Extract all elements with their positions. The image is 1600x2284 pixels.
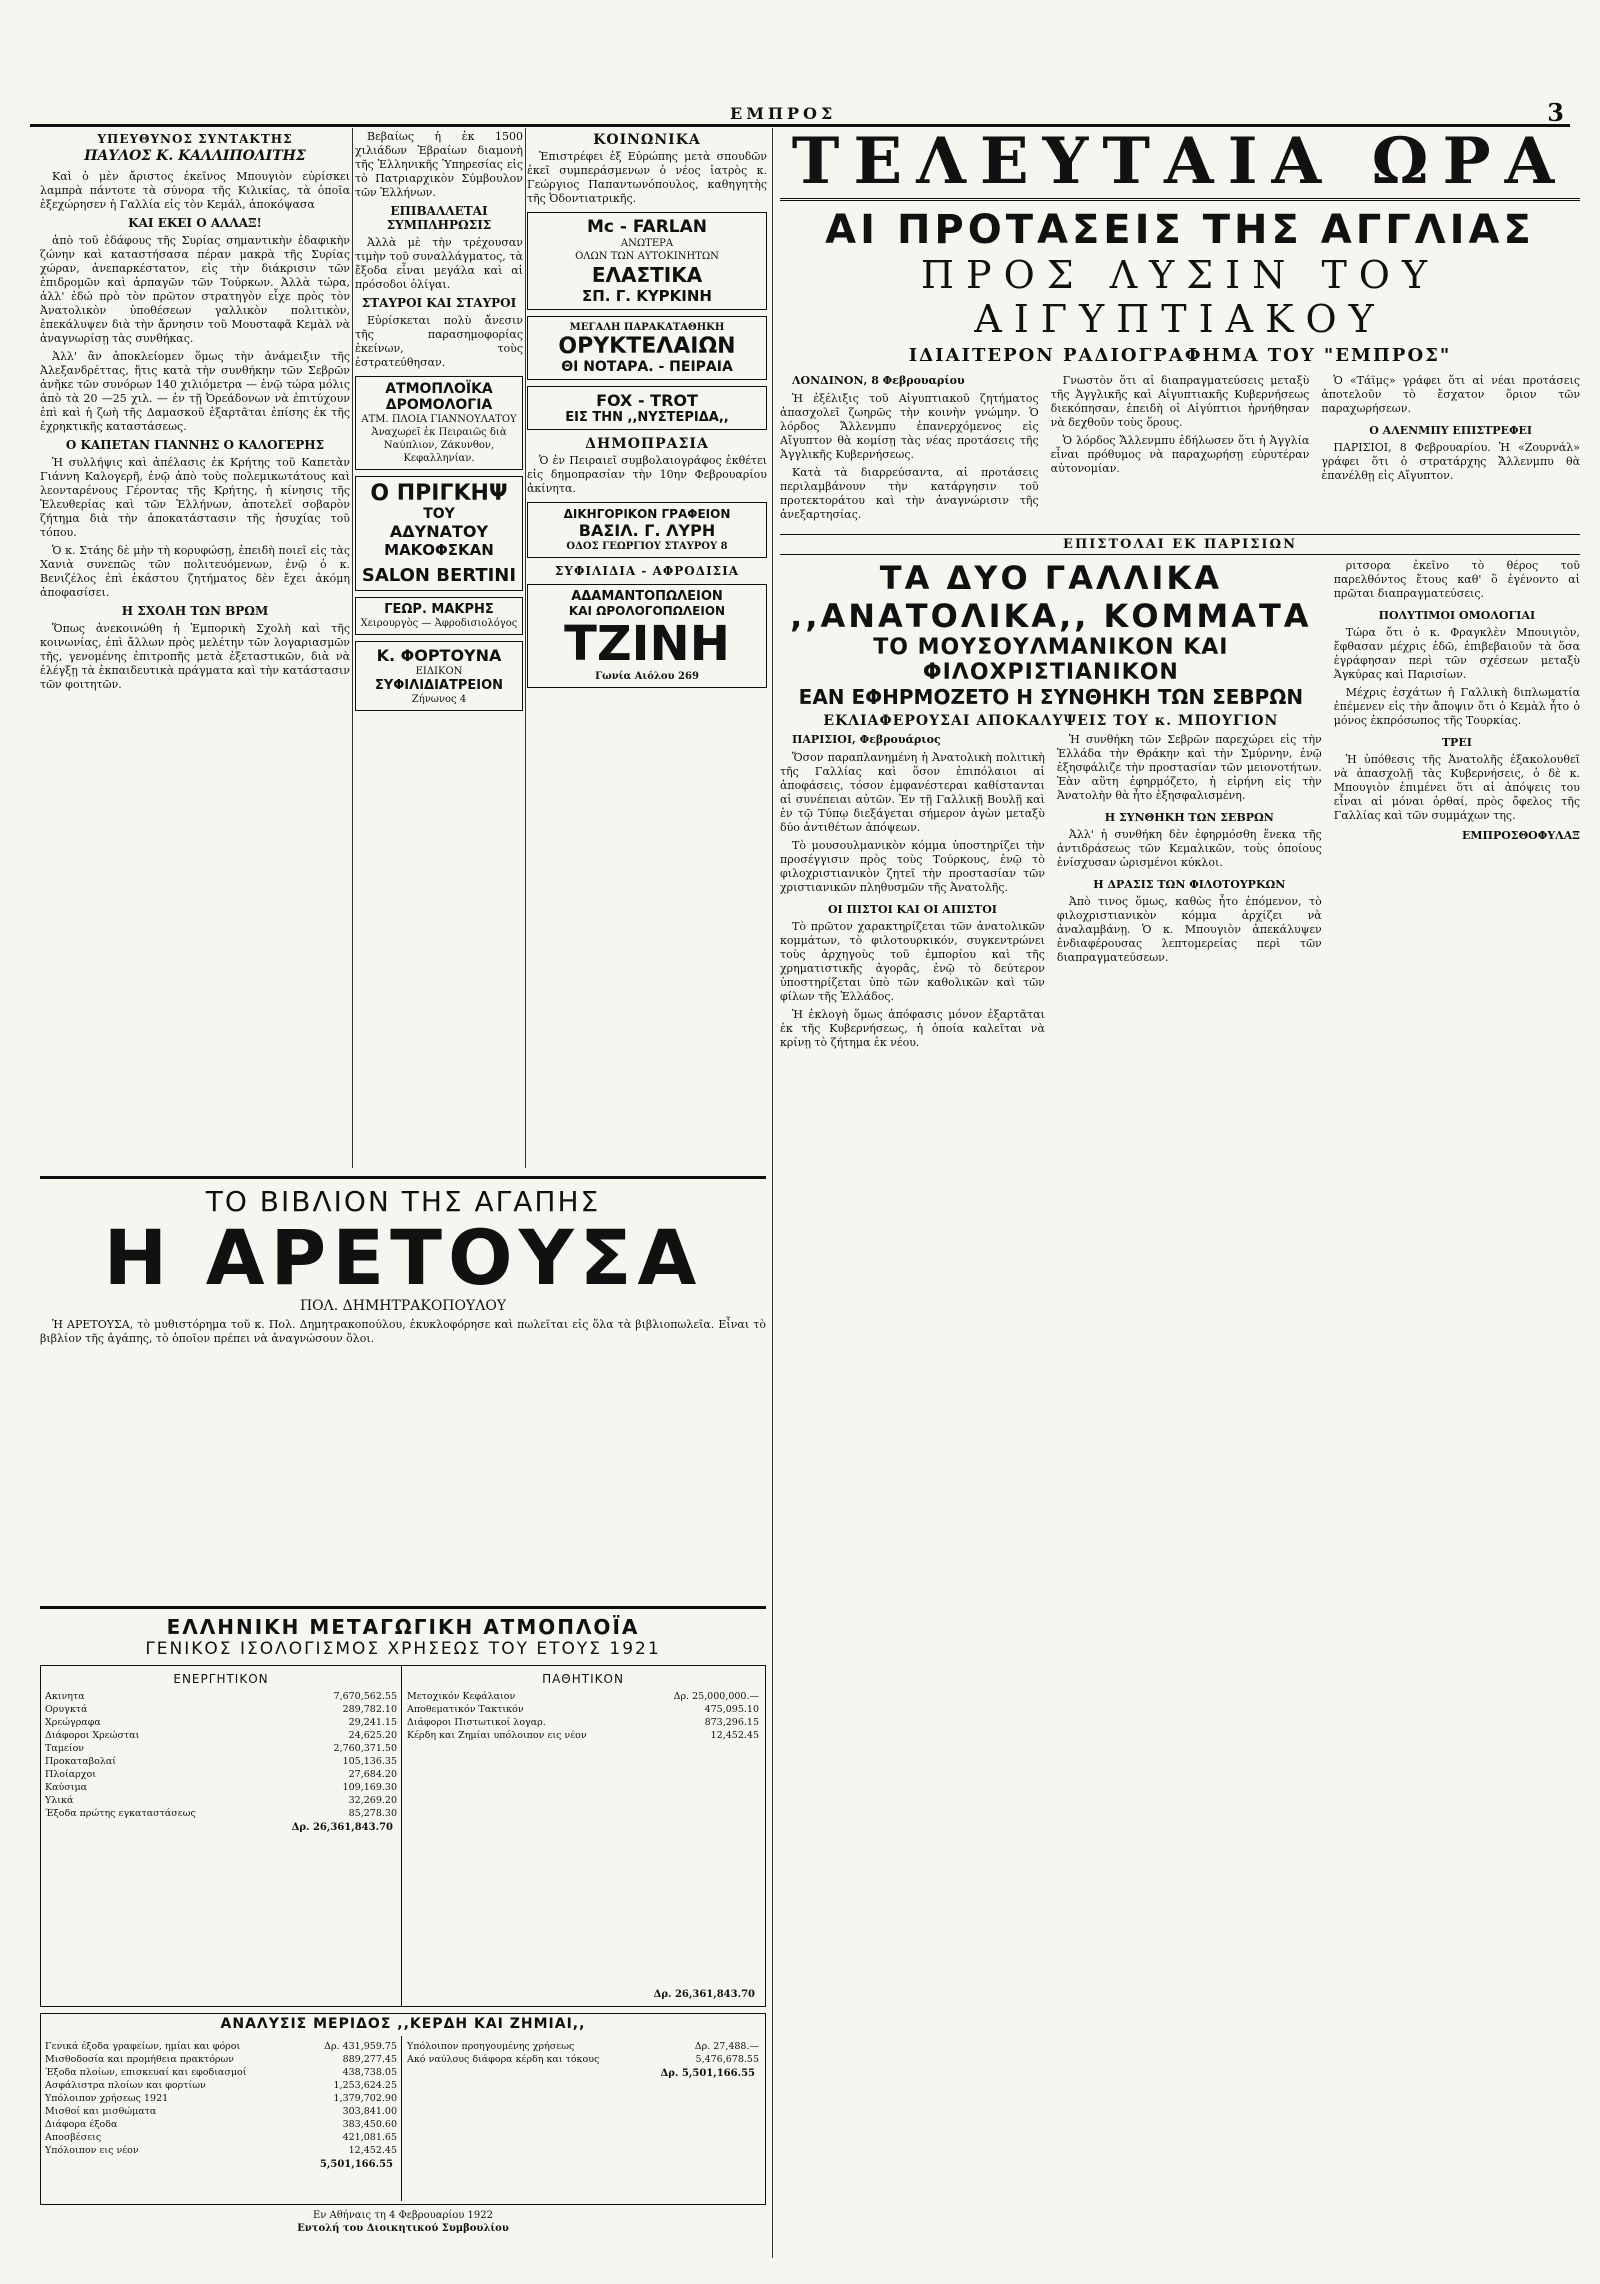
dateline: ΛΟΝΔΙΝΟΝ, 8 Φεβρουαρίου xyxy=(792,374,965,387)
oil-ad-line: ΟΡΥΚΤΕΛΑΙΩΝ xyxy=(558,334,736,359)
article-paragraph: Τὸ μουσουλμανικὸν κόμμα ὑποστηρίζει τὴν προσέγγισιν πρὸς τοὺς Τούρκους, ἐνῷ τὸ φιλοχριστιανικὸν ζητεῖ τὴν προστασίαν τῶν χριστιανικῶν πληθυσμῶν τῆς Ἀνατολῆς. xyxy=(780,839,1045,894)
doctor-details: Χειρουργὸς — Ἀφροδισιολόγος xyxy=(360,618,518,629)
article-paragraph: Ἀλλ' ἂν ἀποκλείομεν ὅμως τὴν ἀνάμειξιν τῆς Ἀλεξανδρέττας, ἥτις κατὰ τὴν συνθήκην τῶν Σεβρῶν ἀνῆκε τῶν συνόρων 140 χιλιόμετρα — ἐνῷ τώρα μόλις ἀπὸ τὰ 20 —25 χιλ. — ἐν τῇ Ὀρεάδονων νὰ ἐπιτύχουν ἐπὶ καὶ ἡ ζωὴ τῆς Δαμασκοῦ ἐξαρτᾶται ἐπίσης ἐκ τῆς ἐχρηκτικῆς καταστάσεως. xyxy=(40,350,350,433)
account-label: Μισθοδοσία και προμήθεια πρακτόρων xyxy=(45,2054,235,2065)
tire-ad-line: ΟΛΩΝ ΤΩΝ ΑΥΤΟΚΙΝΗΤΩΝ xyxy=(575,251,719,262)
account-label: Χρεώγραφα xyxy=(45,1717,101,1728)
account-label: Διάφορα έξοδα xyxy=(45,2119,118,2130)
main-headline: ΑΙ ΠΡΟΤΑΣΕΙΣ ΤΗΣ ΑΓΓΛΙΑΣ xyxy=(825,207,1535,253)
theater-ad-line: ΤΟΥ xyxy=(423,506,455,522)
credit-row xyxy=(403,2053,763,2066)
article-subhead: Η ΔΡΑΣΙΣ ΤΩΝ ΦΙΛΟΤΟΥΡΚΩΝ xyxy=(1093,878,1286,891)
paris-headline: ΤΑ ΔΥΟ ΓΑΛΛΙΚΑ ,,ΑΝΑΤΟΛΙΚΑ,, ΚΟΜΜΑΤΑ xyxy=(790,559,1312,635)
liability-row xyxy=(403,1690,763,1703)
page-number: 3 xyxy=(1547,98,1564,127)
debit-row xyxy=(41,2040,401,2053)
account-value: 12,452.45 xyxy=(348,2145,397,2156)
assets-table xyxy=(41,1690,401,1820)
asset-row xyxy=(41,1703,401,1716)
article-paragraph: Ἡ ὑπόθεσις τῆς Ἀνατολῆς ἐξακολουθεῖ νὰ ἀπασχολῇ τὰς Κυβερνήσεις, ὁ δὲ κ. Μπουγιὸν ἐπιμένει ὅτι αἱ ἀπόψεις του εἶναι αἱ μόναι ὀρθαί, πρὸς ὄφελος τῆς Γαλλίας καὶ τῶν συμμάχων της. xyxy=(1333,753,1580,822)
asset-row xyxy=(41,1690,401,1703)
account-value: 475,095.10 xyxy=(704,1704,759,1715)
account-value: 2,760,371.50 xyxy=(333,1743,397,1754)
tire-ad-line: ΣΠ. Γ. ΚΥΡΚΙΝΗ xyxy=(582,287,712,305)
article-paragraph: Ἡ ἐκλογὴ ὅμως ἀπόφασις μόνον ἐξαρτᾶται ἐκ τῆς Κυβερνήσεως, ἡ ὁποία καλεῖται νὰ κρίνῃ τὸ ζήτημα ἐκ νέου. xyxy=(780,1008,1045,1049)
account-label: Ορυγκτά xyxy=(45,1704,88,1715)
paris-letters-label: ΕΠΙΣΤΟΛΑΙ ΕΚ ΠΑΡΙΣΙΩΝ xyxy=(780,534,1580,555)
editor-name: ΠΑΥΛΟΣ Κ. ΚΑΛΛΙΠΟΛΙΤΗΣ xyxy=(84,148,306,164)
account-label: Μετοχικόν Κεφάλαιον xyxy=(407,1691,516,1702)
account-label: Αποθεματικόν Τακτικόν xyxy=(407,1704,524,1715)
social-section-label: ΚΟΙΝΩΝΙΚΑ xyxy=(593,132,701,148)
article-subhead: Η ΣΥΝΘΗΚΗ ΤΩΝ ΣΕΒΡΩΝ xyxy=(1104,811,1274,824)
theater-ad-line: ΜΑΚΟΦΣΚΑΝ xyxy=(384,541,494,559)
law-office-line: ΒΑΣΙΛ. Γ. ΛΥΡΗ xyxy=(578,521,716,540)
paris-headline-4: ΕΚΛΙΑΦΕΡΟΥΣΑΙ ΑΠΟΚΑΛΥΨΕΙΣ ΤΟΥ κ. ΜΠΟΥΓΙΟΝ xyxy=(823,713,1279,729)
main-headline-3: ΙΔΙΑΙΤΕΡΟΝ ΡΑΔΙΟΓΡΑΦΗΜΑ ΤΟΥ "ΕΜΠΡΟΣ" xyxy=(908,345,1452,366)
book-ad-title-top: ΤΟ ΒΙΒΛΙΟΝ ΤΗΣ ΑΓΑΠΗΣ xyxy=(205,1185,601,1218)
balance-company: ΕΛΛΗΝΙΚΗ ΜΕΤΑΓΩΓΙΚΗ ΑΤΜΟΠΛΟΪΑ xyxy=(166,1615,640,1639)
account-value: 12,452.45 xyxy=(710,1730,759,1741)
account-label: Καύσιμα xyxy=(45,1782,88,1793)
theater-ad-line: Ο ΠΡΙΓΚΗΨ xyxy=(370,481,508,506)
page-header xyxy=(30,98,1570,127)
account-value: 32,269.20 xyxy=(348,1795,397,1806)
book-ad xyxy=(40,1170,766,1590)
theater-ad-venue: SALON BERTINI xyxy=(361,565,517,586)
article-paragraph: Ἡ συλλήψις καὶ ἀπέλασις ἐκ Κρήτης τοῦ Καπετὰν Γιάννη Καλογερῆ, ἐνῷ ἀπὸ τοὺς πολεμικωτάτους καὶ λεονταρένους Γέροντας τῆς Κρήτης, ἡ κίνησις τῆς Ἐλευθερίας καὶ τῶν Ἑλλήνων, ἀποτελεῖ σοβαρὸν ζήτημα διὰ τὴν ἀποκατάστασιν τῆς ἡσυχίας τοῦ τόπου. xyxy=(40,456,350,539)
liability-row xyxy=(403,1703,763,1716)
account-label: Ακινητα xyxy=(45,1691,85,1702)
paris-headline-3: ΕΑΝ ΕΦΗΡΜΟΖΕΤΟ Η ΣΥΝΘΗΚΗ ΤΩΝ ΣΕΒΡΩΝ xyxy=(798,685,1304,709)
book-ad-title: Η ΑΡΕΤΟΥΣΑ xyxy=(103,1213,703,1302)
account-label: Διάφοροι Χρεώσται xyxy=(45,1730,140,1741)
balance-footer xyxy=(40,2209,766,2235)
jeweler-line: ΤΖΙΝΗ xyxy=(564,616,730,672)
book-ad-author: ΠΟΛ. ΔΗΜΗΤΡΑΚΟΠΟΥΛΟΥ xyxy=(299,1298,507,1314)
steamship-ad xyxy=(355,376,523,470)
article-paragraph: Καὶ ὁ μὲν ἄριστος ἐκεῖνος Μπουγιὸν εὑρίσκει λαμπρὰ πάντοτε τὰ σύνορα τῆς Κιλικίας, τὰ ὁποῖα ἐξεχώρησεν ἡ Γαλλία εἰς τὸν Κεμάλ, ἀποκόψασα xyxy=(40,170,350,211)
account-label: Έξοδα πρώτης εγκαταστάσεως xyxy=(45,1808,196,1819)
lead-story-column xyxy=(780,374,1039,526)
article-subhead: ΚΑΙ ΕΚΕΙ Ο ΑΛΛΑΞ! xyxy=(128,216,262,230)
account-label: Κέρδη και Ζημίαι υπόλοιπον εις νέον xyxy=(407,1730,587,1741)
left-column xyxy=(40,130,350,1170)
article-paragraph: Ἀπὸ τινος ὅμως, καθὼς ἦτο ἐπόμενον, τὸ φιλοχριστιανικὸν κόμμα ἀρχίζει νὰ ἀναλαμβάνῃ. Ὁ κ. Μπουγιὸν ἀπεκάλυψεν ἐνδιαφέρουσας λεπτομερείας περὶ τῶν διαπραγματεύσεων. xyxy=(1056,895,1322,964)
account-value: 889,277.45 xyxy=(342,2054,397,2065)
account-value: 1,253,624.25 xyxy=(333,2080,397,2091)
steamship-ad-title: ΑΤΜΟΠΛΟΪΚΑ ΔΡΟΜΟΛΟΓΙΑ xyxy=(385,381,493,413)
profit-loss-credit-table xyxy=(403,2040,763,2066)
lead-story xyxy=(780,374,1580,526)
account-label: Ασφάλιστρα πλοίων και φορτίων xyxy=(45,2080,206,2091)
account-label: Υλικά xyxy=(45,1795,74,1806)
profit-loss-credit xyxy=(403,2036,763,2081)
article-paragraph: Τώρα ὅτι ὁ κ. Φραγκλὲν Μπουιγιὸν, ἔφθασαν μέχρις ἐδῶ, ἐπιβεβαιοῦν τὰ ὅσα ἐγράφησαν περὶ τῶν σχέσεων μεταξὺ Ἀγκύρας καὶ Παρισίων. xyxy=(1333,626,1580,681)
article-paragraph: Κατὰ τὰ διαρρεύσαντα, αἱ προτάσεις περιλαμβάνουν τὴν κατάργησιν τοῦ προτεκτοράτου καὶ τὴν ἀναγνώρισιν τῆς ἀνεξαρτησίας. xyxy=(780,466,1039,521)
article-subhead: ΕΠΙΒΑΛΛΕΤΑΙ ΣΥΜΠΛΗΡΩΣΙΣ xyxy=(386,204,492,232)
tire-ad-line: ΕΛΑΣΤΙΚΑ xyxy=(591,263,703,287)
law-office-line: ΟΔΟΣ ΓΕΩΡΓΙΟΥ ΣΤΑΥΡΟΥ 8 xyxy=(566,541,728,552)
lead-story-column xyxy=(1051,374,1310,526)
credit-row xyxy=(403,2040,763,2053)
asset-row xyxy=(41,1729,401,1742)
clinic-line: ΣΥΦΙΛΙΔΙΑΤΡΕΙΟΝ xyxy=(374,678,504,693)
asset-row xyxy=(41,1781,401,1794)
article-paragraph: Ὁ κ. Στάης δὲ μὴν τὴ κορυφώσῃ, ἐπειδὴ ποιεῖ εἰς τὰς Χανιὰ συνεπῶς τῶν πολιτευόμενων, ἐνῷ ὁ κ. Βενιζέλος ἐπὶ ἑκάστου ζητήματος δὲν ἔχει ἀκόμη ἀποφασίσει. xyxy=(40,544,350,599)
auction-label: ΔΗΜΟΠΡΑΣΙΑ xyxy=(585,436,709,452)
law-office-line: ΔΙΚΗΓΟΡΙΚΟΝ ΓΡΑΦΕΙΟΝ xyxy=(563,507,731,521)
balance-table xyxy=(40,1665,766,2007)
balance-title: ΓΕΝΙΚΟΣ ΙΣΟΛΟΓΙΣΜΟΣ ΧΡΗΣΕΩΣ ΤΟΥ ΕΤΟΥΣ 1921 xyxy=(145,1639,661,1659)
side-story xyxy=(1334,559,1580,1054)
article-paragraph: Ἀλλ' ἡ συνθήκη δὲν ἐφηρμόσθη ἕνεκα τῆς ἀντιδράσεως τῶν Κεμαλικῶν, τοὺς ὁποίους ἐνίσχυσαν ὡρισμένοι κύκλοι. xyxy=(1056,828,1322,869)
debit-row xyxy=(41,2079,401,2092)
clinic-ad xyxy=(355,641,523,711)
jeweler-ad xyxy=(527,584,767,688)
column-rule xyxy=(772,128,773,2258)
account-value: 7,670,562.55 xyxy=(333,1691,397,1702)
account-label: Ακό ναύλους διάφορα κέρδη και τόκους xyxy=(407,2054,600,2065)
oil-ad-line: ΜΕΓΑΛΗ ΠΑΡΑΚΑΤΑΘΗΚΗ xyxy=(569,322,725,333)
article-subhead: Ο ΚΑΠΕΤΑΝ ΓΙΑΝΝΗΣ Ο ΚΑΛΟΓΕΡΗΣ xyxy=(65,438,325,452)
asset-row xyxy=(41,1742,401,1755)
account-label: Γενικά έξοδα γραφείων, ημίαι και φόροι xyxy=(45,2041,241,2052)
main-headline-2: ΠΡΟΣ ΛΥΣΙΝ ΤΟΥ ΑΙΓΥΠΤΙΑΚΟΥ xyxy=(920,253,1440,341)
article-paragraph: Γνωστὸν ὅτι αἱ διαπραγματεύσεις μεταξὺ τῆς Ἀγγλικῆς καὶ Αἰγυπτιακῆς Κυβερνήσεως διεκόπησαν, ἐπειδὴ οἱ Αἰγύπτιοι ἠρνήθησαν νὰ δεχθοῦν τοὺς ὅρους. xyxy=(1050,374,1310,429)
account-value: Δρ. 25,000,000.— xyxy=(673,1691,759,1702)
account-value: 383,450.60 xyxy=(342,2119,397,2130)
account-label: Μισθοί και μισθώματα xyxy=(45,2106,157,2117)
asset-row xyxy=(41,1755,401,1768)
debit-row xyxy=(41,2066,401,2079)
article-paragraph: Ἐπιστρέφει ἐξ Εὐρώπης μετὰ σπουδῶν ἐκεῖ συμπεράσμενων ὁ νέος ἰατρὸς κ. Γεώργιος Παπαντωνόπουλος, καθηγητὴς τῆς Ὀδοντιατρικῆς. xyxy=(527,150,767,205)
article-signoff: ΕΜΠΡΟΣΘΟΦΥΛΑΞ xyxy=(1462,829,1580,842)
tire-ad-line: Mc - FARLAN xyxy=(586,217,707,237)
article-paragraph: Ὁ λόρδος Ἄλλενμπυ ἐδήλωσεν ὅτι ἡ Ἀγγλία εἶναι πρόθυμος νὰ παραχωρήσῃ εὐρυτέραν αὐτονομίαν. xyxy=(1050,434,1310,475)
liability-row xyxy=(403,1716,763,1729)
latest-news-section xyxy=(780,130,1580,2260)
clinic-name: Κ. ΦΟΡΤΟΥΝΑ xyxy=(376,646,502,665)
balance-footer-date: Εν Αθήναις τη 4 Φεβρουαρίου 1922 xyxy=(313,2210,493,2221)
doctor-ad xyxy=(355,597,523,635)
article-subhead: ΟΙ ΠΙΣΤΟΙ ΚΑΙ ΟΙ ΑΠΙΣΤΟΙ xyxy=(827,903,997,916)
account-value: Δρ. 27,488.— xyxy=(694,2041,759,2052)
liability-row xyxy=(403,1729,763,1742)
oil-ad-line: ΘΙ ΝΟΤΑΡΑ. - ΠΕΙΡΑΙΑ xyxy=(561,359,733,375)
account-label: Προκαταβολαί xyxy=(45,1756,116,1767)
divider xyxy=(40,1176,766,1179)
account-label: Υπόλοιπον εις νέον xyxy=(45,2145,139,2156)
middle-column xyxy=(355,130,523,1170)
asset-row xyxy=(41,1716,401,1729)
paris-headline-2: ΤΟ ΜΟΥΣΟΥΛΜΑΝΙΚΟΝ ΚΑΙ ΦΙΛΟΧΡΙΣΤΙΑΝΙΚΟΝ xyxy=(873,635,1229,685)
balance-footer-signature: Εντολή του Διοικητικού Συμβουλίου xyxy=(297,2223,509,2234)
liabilities-table xyxy=(403,1690,763,1742)
debit-row xyxy=(41,2092,401,2105)
article-paragraph: Ὅσον παραπλανημένη ἡ Ἀνατολικὴ πολιτικὴ τῆς Γαλλίας καὶ ὅσον ἐπιπόλαιοι αἱ ἀποφάσεις, τόσον ἐμφανέστεραι καθίστανται αἱ συνέπειαι αὐτῶν. Ἐν τῇ Γαλλικῇ Βουλῇ καὶ ἐν τῷ Τύπῳ διεξάγεται σήμερον ἀγὼν μεταξὺ δύο ἀντιθέτων ἀπόψεων. xyxy=(780,751,1045,834)
article-paragraph: Ὁ ἐν Πειραιεῖ συμβολαιογράφος ἐκθέτει εἰς δημοπρασίαν τὴν 10ην Φεβρουαρίου ἀκίνητα. xyxy=(527,454,767,495)
oil-ad xyxy=(527,316,767,380)
balance-sheet xyxy=(40,1600,766,2240)
steamship-ad-sub: ΑΤΜ. ΠΛΟΙΑ ΓΙΑΝΝΟΥΛΑΤΟΥ xyxy=(361,414,517,425)
paris-story-body xyxy=(780,733,1322,1054)
tire-ad-line: ΑΝΩΤΕΡΑ xyxy=(620,238,674,249)
article-paragraph: Ἀλλὰ μὲ τὴν τρέχουσαν τιμὴν τοῦ συναλλάγματος, τὰ ἔξοδα εἶναι μεγάλα καὶ αἱ πρόσοδοι ὀλίγαι. xyxy=(355,236,523,291)
debit-row xyxy=(41,2131,401,2144)
account-value: 27,684.20 xyxy=(348,1769,397,1780)
account-value: Δρ. 431,959.75 xyxy=(324,2041,397,2052)
theater-ad xyxy=(355,476,523,591)
dance-ad xyxy=(527,386,767,430)
editor-label: ΥΠΕΥΘΥΝΟΣ ΣΥΝΤΑΚΤΗΣ xyxy=(97,132,293,146)
article-paragraph: ριτσορα ἐκεῖνο τὸ θέρος τοῦ παρελθόντος ἔτους καθ' ὃ ἐγένοντο αἱ πρῶται διαπραγματεύσεις. xyxy=(1333,559,1580,600)
profit-loss-title: ΑΝΑΛΥΣΙΣ ΜΕΡΙΔΟΣ ,,ΚΕΡΔΗ ΚΑΙ ΖΗΜΙΑΙ,, xyxy=(220,2016,586,2032)
column-rule xyxy=(352,128,353,1168)
account-value: 85,278.30 xyxy=(348,1808,397,1819)
asset-row xyxy=(41,1768,401,1781)
account-value: 873,296.15 xyxy=(704,1717,759,1728)
divider xyxy=(40,1606,766,1609)
jeweler-line: ΑΔΑΜΑΝΤΟΠΩΛΕΙΟΝ xyxy=(571,589,723,604)
article-paragraph: Βεβαίως ἡ ἐκ 1500 χιλιάδων Ἑβραίων διαμονὴ τῆς Ἑλληνικῆς Ὑπηρεσίας εἰς τὸ Πατριαρχικὸν Σύμβουλον τῶν Ἑλλήνων. xyxy=(355,130,523,199)
liabilities-total: Δρ. 26,361,843.70 xyxy=(653,1989,755,2000)
account-value: 29,241.15 xyxy=(348,1717,397,1728)
account-label: Ταμείον xyxy=(45,1743,85,1754)
article-paragraph: Τὸ πρῶτον χαρακτηρίζεται τῶν ἀνατολικῶν κομμάτων, τὸ φιλοτουρκικόν, συγκεντρώνει τοὺς ἀρχηγοὺς τοῦ ἐμπορίου καὶ τῆς χρηματιστικῆς ἀγορᾶς, ἐνῷ τὸ δεύτερον ὑποστηρίζεται ὑπὸ τῶν καθολικῶν καὶ τῶν φίλων τῆς Ἑλλάδος. xyxy=(780,920,1045,1003)
article-paragraph: Μέχρις ἐσχάτων ἡ Γαλλικὴ διπλωματία ἐπέμενεν εἰς τὴν ἄποψιν ὅτι ὁ Κεμὰλ ἦτο ὁ μόνος ἐκπρόσωπος τῆς Τουρκίας. xyxy=(1333,686,1580,727)
lead-story-column xyxy=(1321,374,1580,526)
debit-row xyxy=(41,2053,401,2066)
article-paragraph: Εὐρίσκεται πολὺ ἄνεσιν τῆς παρασημοφορίας ἐκείνων, τοὺς ἐστρατεύθησαν. xyxy=(355,314,523,369)
profit-loss-table xyxy=(40,2013,766,2205)
account-value: 289,782.10 xyxy=(342,1704,397,1715)
debit-row xyxy=(41,2144,401,2157)
article-subhead: ΣΤΑΥΡΟΙ ΚΑΙ ΣΤΑΥΡΟΙ xyxy=(361,296,517,310)
profit-loss-debit-table xyxy=(41,2040,401,2157)
paris-story-column xyxy=(1057,733,1322,1054)
assets-panel xyxy=(41,1666,402,2006)
third-column xyxy=(527,130,767,1170)
section-banner: ΤΕΛΕΥΤΑΙΑ ΩΡΑ xyxy=(780,130,1580,201)
account-label: Υπόλοιπον προηγουμένης χρήσεως xyxy=(407,2041,575,2052)
article-paragraph: Ἡ ΑΡΕΤΟΥΣΑ, τὸ μυθιστόρημα τοῦ κ. Πολ. Δημητρακοπούλου, ἐκυκλοφόρησε καὶ πωλεῖται εἰς ὅλα τὰ βιβλιοπωλεῖα. Εἶναι τὸ βιβλίον τῆς ἀγάπης, τὸ ὁποῖον πρέπει νὰ ἀναγνώσουν ὅλοι. xyxy=(40,1318,766,1345)
account-label: Έξοδα πλοίων, επισκευαί και εφοδιασμοί xyxy=(45,2067,247,2078)
doctor-name: ΓΕΩΡ. ΜΑΚΡΗΣ xyxy=(384,602,494,617)
account-label: Αποσβέσεις xyxy=(45,2132,102,2143)
assets-total: Δρ. 26,361,843.70 xyxy=(291,1822,393,1833)
liabilities-label: ΠΑΘΗΤΙΚΟΝ xyxy=(542,1672,624,1686)
column-rule xyxy=(525,128,526,1168)
law-office-ad xyxy=(527,502,767,558)
article-paragraph: Ὁ «Τάϊμς» γράφει ὅτι αἱ νέαι προτάσεις ἀποτελοῦν τὸ ἔσχατον ὅριον τῶν παραχωρήσεων. xyxy=(1321,374,1580,415)
account-value: 303,841.00 xyxy=(342,2106,397,2117)
tire-ad xyxy=(527,212,767,310)
clinic-address: Ζήνωνος 4 xyxy=(411,694,467,705)
clinic-label: ΣΥΦΙΛΙΔΙΑ - ΑΦΡΟΔΙΣΙΑ xyxy=(554,564,740,578)
article-subhead: ΤΡΕΙ xyxy=(1441,736,1472,749)
account-label: Υπόλοιπον χρήσεως 1921 xyxy=(45,2093,169,2104)
asset-row xyxy=(41,1807,401,1820)
article-paragraph: Ὅπως ἀνεκοινώθη ἡ Ἐμπορικὴ Σχολὴ καὶ τῆς κοινωνίας, ἐπὶ ἄλλων πρὸς μελέτην τῶν λογαριασμῶν τῆς, γενομένης ἐπιτροπῆς μετὰ ἐξεταστικῶν, διὰ νὰ ἐλέγξῃ τὰ ἐκπαιδευτικὰ πράγματα καὶ τὴν κατάστασιν τῶν φοιτητῶν. xyxy=(40,622,350,691)
steamship-ad-body: Ἀναχωρεῖ ἐκ Πειραιῶς διὰ Ναύπλιον, Ζάκυνθον, Κεφαλληνίαν. xyxy=(371,427,507,464)
account-value: 24,625.20 xyxy=(348,1730,397,1741)
paris-story-column xyxy=(780,733,1045,1054)
article-paragraph: ἀπὸ τοῦ ἐδάφους τῆς Συρίας σημαντικὴν ἐδαφικὴν ζώνην καὶ καταστήσασα πέραν μακρὰ τῆς Συρίας χώραν, ἀνεπαρκέστατον, εἰς τὴν διάκρισιν τῶν ἐπιδρομῶν καὶ ἁρπαγῶν τῶν Τούρκων. Ἀλλὰ τώρα, ἀλλ' ἐδώ πρὸ τὸν πρῶτον στρατηγὸν εἶχε πρὸς τὸν Ἀνατολικὸν ὑποθέσεων γαλλικὸν πολιτικὸν, ἐπεκάλυψεν διὰ τὴν ἄρνησιν τοῦ Μουσταφᾶ Κεμὰλ νὰ ἀναγνωρίσῃ τὰς συνθήκας. xyxy=(40,234,350,345)
profit-loss-debit xyxy=(41,2036,402,2201)
article-paragraph: ΠΑΡΙΣΙΟΙ, 8 Φεβρουαρίου. Ἡ «Ζουρνάλ» γράφει ὅτι ὁ στρατάρχης Ἄλλενμπυ θὰ ἐπανέλθῃ εἰς Αἴγυπτον. xyxy=(1321,441,1580,482)
account-value: 1,379,702.90 xyxy=(333,2093,397,2104)
dance-ad-line: ΕΙΣ ΤΗΝ ,,ΝΥΣΤΕΡΙΔΑ,, xyxy=(565,410,729,425)
account-label: Πλοίαρχοι xyxy=(45,1769,96,1780)
jeweler-address: Γωνία Αιόλου 269 xyxy=(595,671,699,682)
article-subhead: ΠΟΛΥΤΙΜΟΙ ΟΜΟΛΟΓΙΑΙ xyxy=(1378,609,1536,622)
account-value: 109,169.30 xyxy=(342,1782,397,1793)
debit-row xyxy=(41,2105,401,2118)
account-value: 5,476,678.55 xyxy=(695,2054,759,2065)
account-value: 105,136.35 xyxy=(342,1756,397,1767)
asset-row xyxy=(41,1794,401,1807)
debit-row xyxy=(41,2118,401,2131)
paris-dateline: ΠΑΡΙΣΙΟΙ, Φεβρουάριος xyxy=(792,733,941,746)
clinic-line: ΕΙΔΙΚΟΝ xyxy=(415,666,463,677)
dance-ad-line: FOX - TROT xyxy=(596,391,698,410)
article-paragraph: Ἡ συνθήκη τῶν Σεβρῶν παρεχώρει εἰς τὴν Ἑλλάδα τὴν Θράκην καὶ τὴν Σμύρνην, ἐνῷ ἐξησφάλιζε τὴν προστασίαν τῶν μειονοτήτων. Ἐὰν αὕτη ἐφηρμόζετο, ἡ εἰρήνη εἰς τὴν Ἀνατολὴν θὰ ἦτο ἐξησφαλισμένη. xyxy=(1056,733,1322,802)
profit-loss-credit-total: Δρ. 5,501,166.55 xyxy=(660,2068,755,2079)
jeweler-line: ΚΑΙ ΩΡΟΛΟΓΟΠΩΛΕΙΟΝ xyxy=(568,604,726,618)
paris-story-main xyxy=(780,559,1322,1054)
article-paragraph: Ἡ ἐξέλιξις τοῦ Αἰγυπτιακοῦ ζητήματος ἀπασχολεῖ ζωηρῶς τὴν κοινὴν γνώμην. Ὁ λόρδος Ἄλλενμπυ ἐπανερχόμενος εἰς Αἴγυπτον θὰ κομίσῃ τὰς νέας προτάσεις τῆς Ἀγγλικῆς Κυβερνήσεως. xyxy=(780,392,1039,461)
profit-loss-debit-total: 5,501,166.55 xyxy=(319,2159,393,2170)
article-subhead: Ο ΑΛΕΝΜΠΥ ΕΠΙΣΤΡΕΦΕΙ xyxy=(1369,424,1533,437)
account-value: 421,081.65 xyxy=(342,2132,397,2143)
paris-story xyxy=(780,559,1580,1054)
account-label: Διάφοροι Πιστωτικοί λογαρ. xyxy=(407,1717,546,1728)
paper-name: ΕΜΠΡΟΣ xyxy=(730,104,837,123)
article-subhead: Η ΣΧΟΛΗ ΤΩΝ ΒΡΩΜ xyxy=(121,604,269,618)
liabilities-panel xyxy=(403,1666,763,2006)
assets-label: ΕΝΕΡΓΗΤΙΚΟΝ xyxy=(173,1672,269,1686)
theater-ad-line: ΑΔΥΝΑΤΟΥ xyxy=(389,522,489,541)
account-value: 438,738.05 xyxy=(342,2067,397,2078)
